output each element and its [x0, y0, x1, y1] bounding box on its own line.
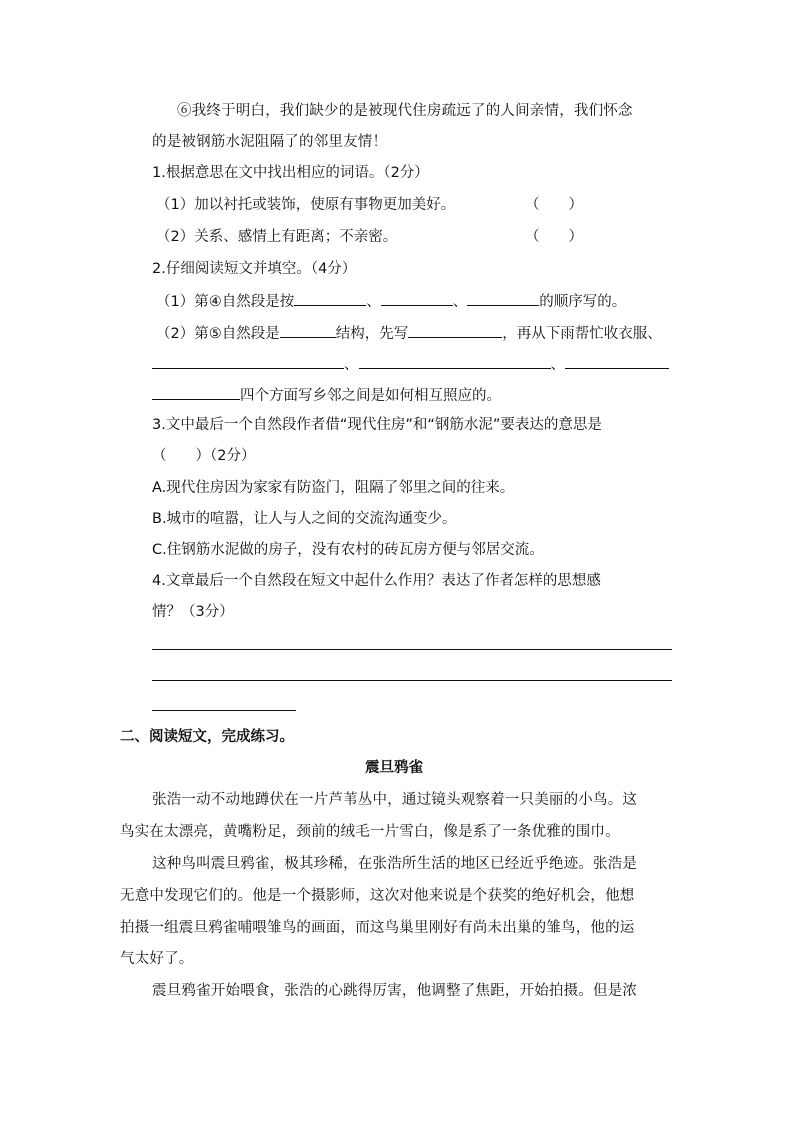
- answer-line[interactable]: [152, 680, 672, 681]
- separator: 、: [344, 357, 359, 373]
- separator: 、: [452, 294, 468, 310]
- question-2-item-1: [156, 290, 626, 312]
- question-4-title-line-1: 4.文章最后一个自然段在短文中起什么作用？表达了作者怎样的思想感: [152, 573, 601, 589]
- separator: 、: [366, 294, 381, 310]
- story-paragraph-1-line-1: 张浩一动不动地蹲伏在一片芦苇丛中，通过镜头观察着一只美丽的小鸟。这: [152, 792, 638, 808]
- option-c[interactable]: C.住钢筋水泥做的房子，没有农村的砖瓦房方便与邻居交流。: [152, 542, 544, 558]
- answer-blank[interactable]: [152, 384, 240, 400]
- answer-blank[interactable]: [294, 290, 366, 306]
- answer-blank[interactable]: [381, 290, 453, 306]
- option-b[interactable]: B.城市的喧嚣，让人与人之间的交流沟通变少。: [152, 511, 457, 527]
- question-2-item-2-mid: 结构，先写: [335, 326, 409, 342]
- story-paragraph-2-line-1: 这种鸟叫震旦鸦雀，极其珍稀，在张浩所生活的地区已经近乎绝迹。张浩是: [152, 856, 638, 872]
- question-2-item-1-prefix: （1）第④自然段是按: [156, 294, 295, 310]
- story-paragraph-2-line-4: 气太好了。: [120, 951, 194, 967]
- question-2-title: 2.仔细阅读短文并填空。（4分）: [152, 261, 357, 277]
- question-2-item-2-prefix: （2）第⑤自然段是: [156, 326, 280, 342]
- answer-blank[interactable]: [280, 322, 336, 338]
- answer-blank[interactable]: [467, 290, 539, 306]
- answer-blank[interactable]: [565, 353, 669, 369]
- question-1-item-2: （2）关系、感情上有距离；不亲密。: [156, 229, 398, 245]
- question-4-title-line-2: 情？（3分）: [152, 604, 234, 620]
- section-2-heading: 二、阅读短文，完成练习。: [120, 729, 294, 745]
- paragraph-6-line-2: 的是被钢筋水泥阻隔了的邻里友情！: [152, 134, 388, 150]
- story-paragraph-2-line-3: 拍摄一组震旦鸦雀哺喂雏鸟的画面，而这鸟巢里刚好有尚未出巢的雏鸟，他的运: [120, 920, 635, 936]
- question-3-paren[interactable]: （ ）（2分）: [152, 448, 256, 464]
- question-2-item-2: [156, 322, 662, 344]
- story-paragraph-2-line-2: 无意中发现它们的。他是一个摄影师，这次对他来说是个获奖的绝好机会，他想: [120, 888, 635, 904]
- question-3-title: 3.文中最后一个自然段作者借“现代住房”和“钢筋水泥”要表达的意思是: [152, 417, 602, 433]
- story-paragraph-3-line-1: 震旦鸦雀开始喂食，张浩的心跳得厉害，他调整了焦距，开始拍摄。但是浓: [152, 983, 638, 999]
- paragraph-6-line-1: ⑥我终于明白，我们缺少的是被现代住房疏远了的人间亲情，我们怀念: [177, 103, 633, 119]
- story-paragraph-1-line-2: 鸟实在太漂亮，黄嘴粉足，颈前的绒毛一片雪白，像是系了一条优雅的围巾。: [120, 824, 620, 840]
- answer-line[interactable]: [152, 710, 296, 711]
- option-a[interactable]: A.现代住房因为家家有防盗门，阻隔了邻里之间的往来。: [152, 480, 515, 496]
- answer-paren-1[interactable]: （ ）: [525, 197, 583, 213]
- story-title: 震旦鸦雀: [365, 760, 423, 776]
- answer-paren-2[interactable]: （ ）: [525, 229, 583, 245]
- separator: 、: [550, 357, 565, 373]
- question-2-item-2-final: [152, 384, 501, 406]
- question-2-item-1-suffix: 的顺序写的。: [539, 294, 627, 310]
- answer-blank[interactable]: [152, 353, 344, 369]
- question-1-title: 1.根据意思在文中找出相应的词语。（2分）: [152, 165, 429, 181]
- answer-blank[interactable]: [408, 322, 502, 338]
- answer-blank[interactable]: [359, 353, 551, 369]
- question-2-item-2-tail: 四个方面写乡邻之间是如何相互照应的。: [240, 388, 501, 404]
- answer-line[interactable]: [152, 649, 672, 650]
- question-2-item-2-end: ，再从下雨帮忙收衣服、: [502, 326, 662, 342]
- question-2-blanks-row: [152, 353, 669, 375]
- question-1-item-1: （1）加以衬托或装饰，使原有事物更加美好。: [156, 197, 456, 213]
